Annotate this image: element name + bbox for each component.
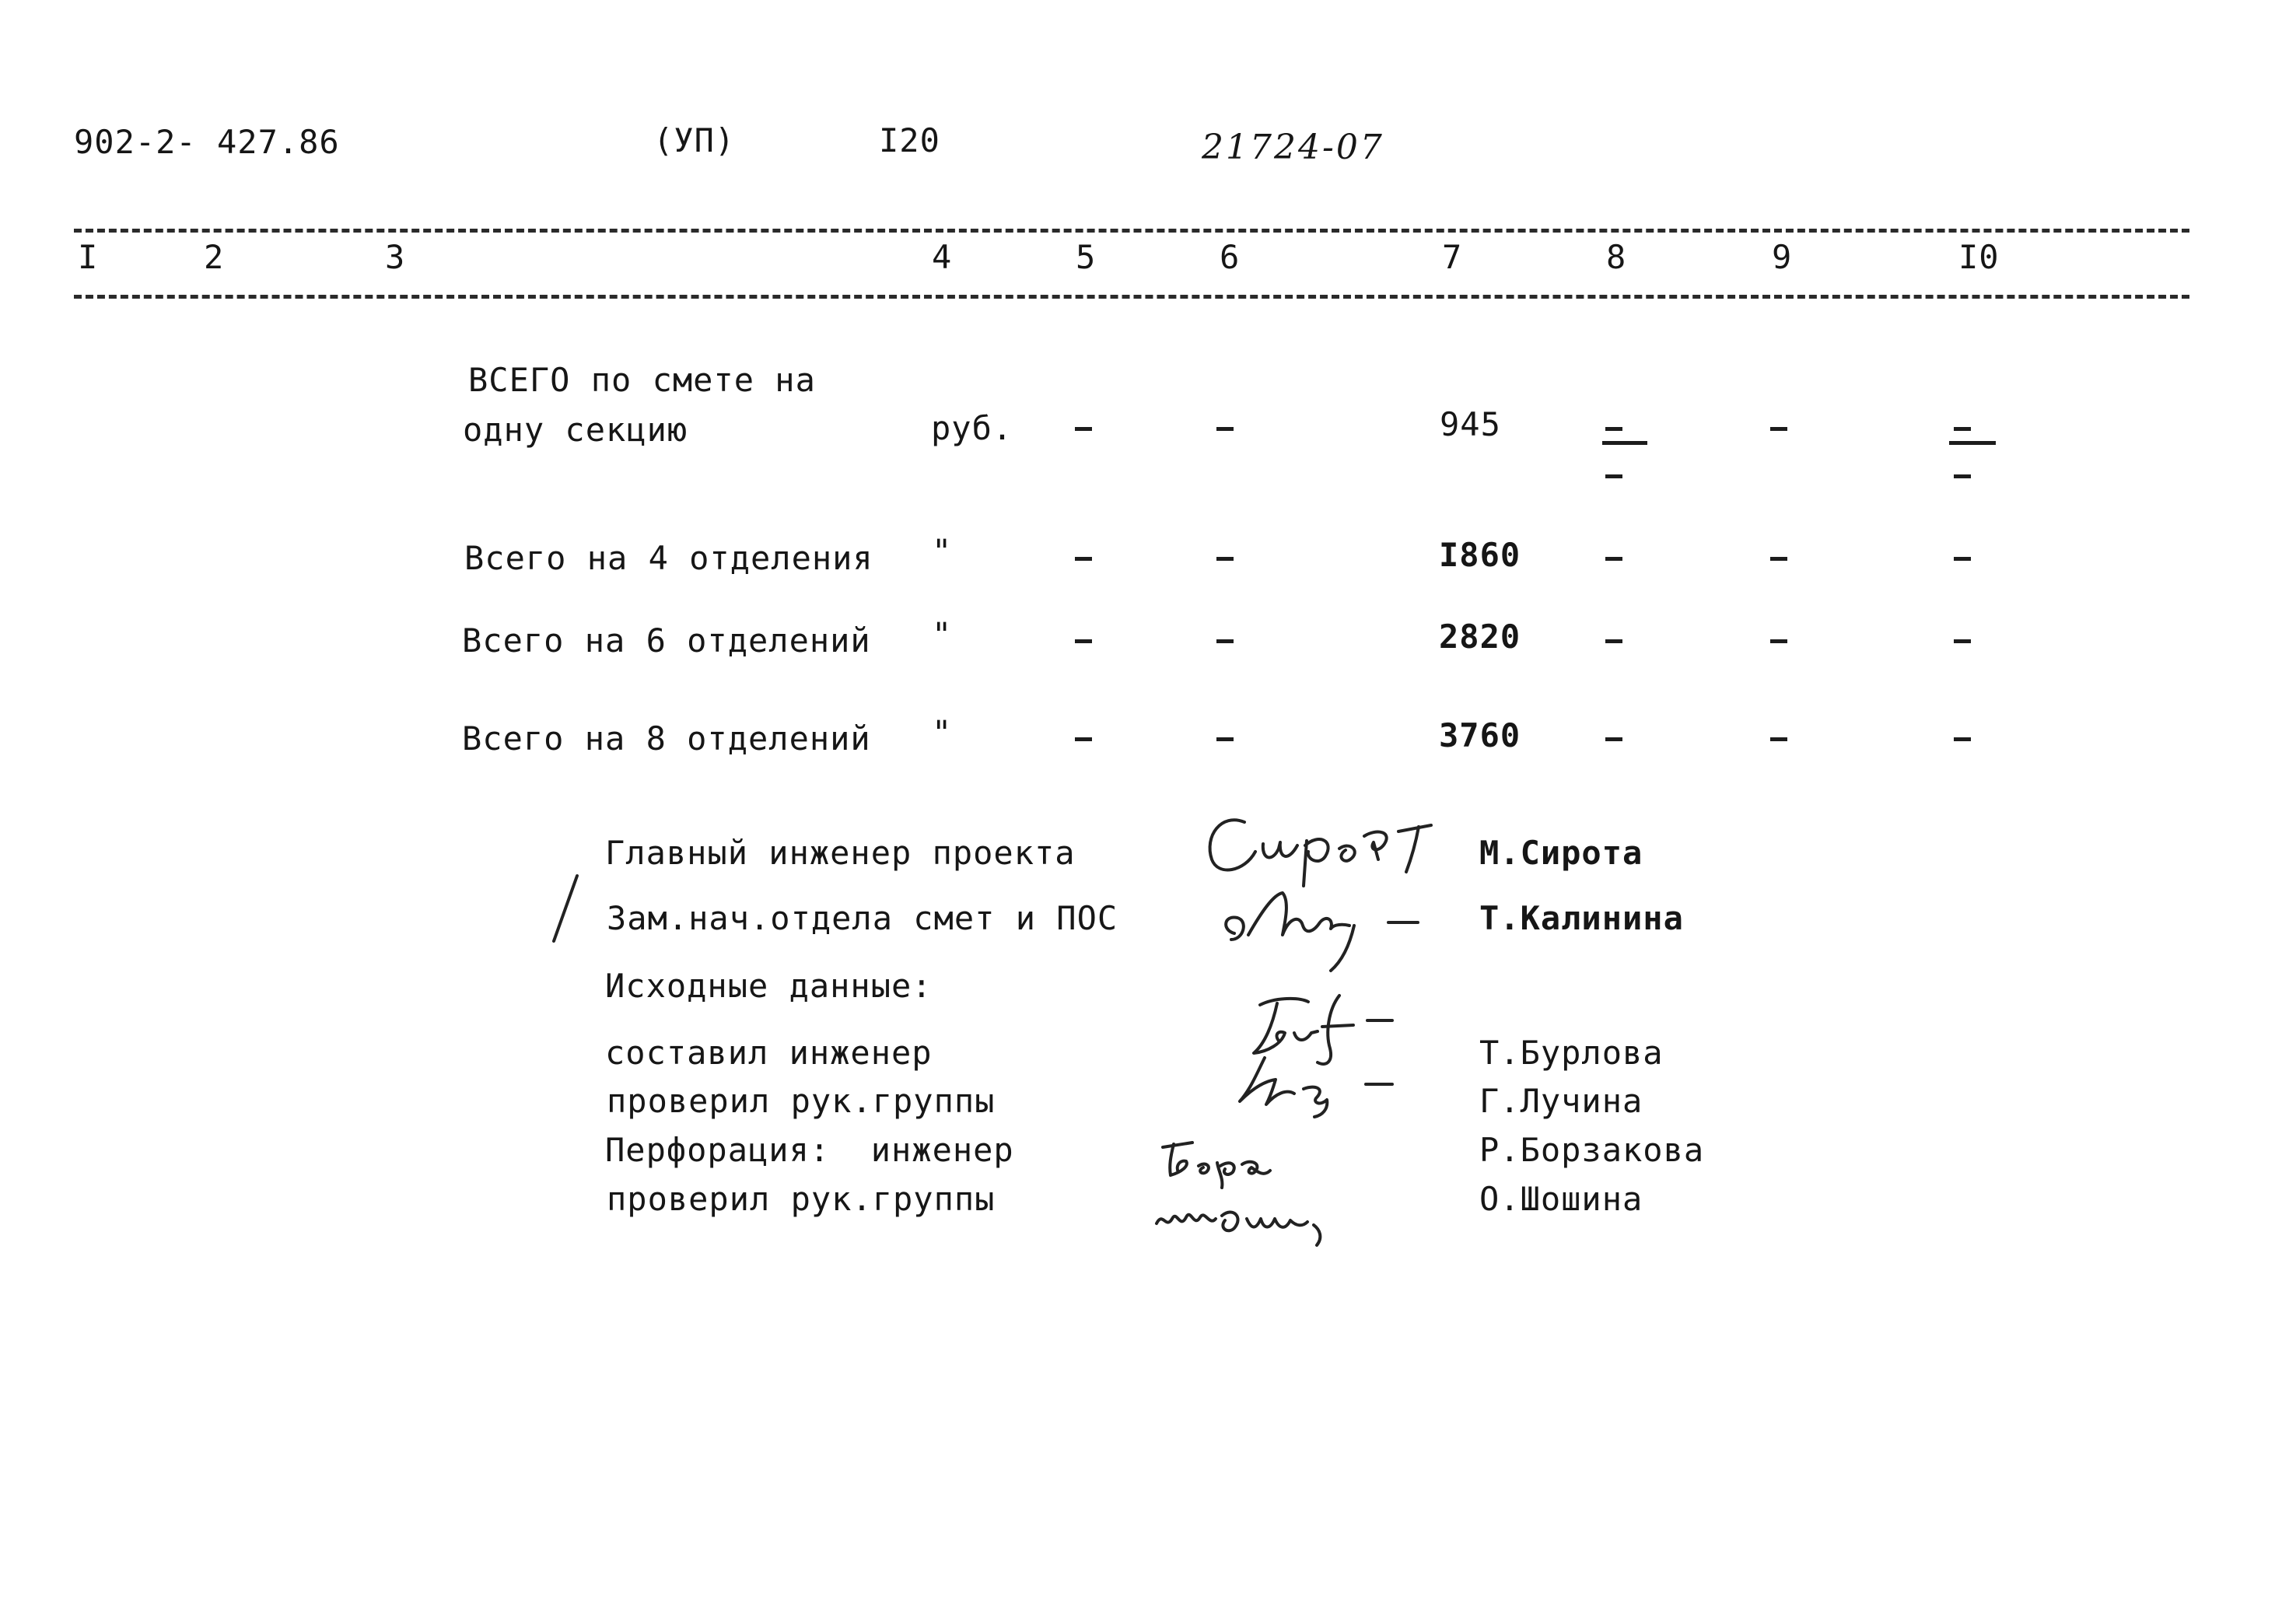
- row-label: Всего на 4 отделения: [464, 539, 873, 577]
- row-dash-col8-underlined: [1602, 441, 1647, 445]
- signature-name: Т.Бурлова: [1479, 1034, 1664, 1072]
- row-total: I860: [1439, 536, 1521, 574]
- row-dash-col10: [1954, 639, 1971, 643]
- signature-role: Перфорация: инженер: [605, 1131, 1014, 1169]
- signature-luchina: [1229, 1050, 1416, 1120]
- signature-sirota: [1198, 805, 1447, 891]
- column-number-3: 3: [385, 238, 406, 276]
- row-dash-col9: [1770, 557, 1787, 561]
- signature-role: проверил рук.группы: [607, 1180, 996, 1218]
- row-dash-col9: [1770, 737, 1787, 741]
- row-dash-col10: [1954, 557, 1971, 561]
- row-label: Всего на 8 отделений: [462, 719, 871, 758]
- signature-name: Р.Борзакова: [1479, 1131, 1705, 1169]
- row-total: 3760: [1439, 716, 1521, 754]
- section-label: (УП): [653, 121, 736, 159]
- row-dash-col8: [1605, 737, 1622, 741]
- row-dash-col5: [1075, 427, 1092, 431]
- header-bottom-rule: [74, 295, 2189, 299]
- row-dash-col5: [1075, 639, 1092, 643]
- row-dash-col9: [1770, 639, 1787, 643]
- signature-name: Т.Калинина: [1479, 899, 1684, 937]
- signature-role: составил инженер: [605, 1034, 933, 1072]
- row-dash-col8-underlined: [1605, 474, 1622, 478]
- row-dash-col6: [1216, 737, 1234, 741]
- row-dash-col6: [1216, 557, 1234, 561]
- row-dash-col6: [1216, 427, 1234, 431]
- column-number-7: 7: [1442, 238, 1463, 276]
- signature-name: М.Сирота: [1479, 834, 1643, 872]
- row-unit: ": [932, 713, 953, 751]
- row-dash-col10-underlined: [1949, 441, 1996, 445]
- page-number: I20: [879, 121, 940, 159]
- project-code: 902-2- 427.86: [74, 123, 340, 161]
- row-dash-col5: [1075, 737, 1092, 741]
- column-number-2: 2: [204, 238, 225, 276]
- header-top-rule: [74, 229, 2189, 233]
- row-unit: руб.: [931, 409, 1013, 447]
- signature-role: проверил рук.группы: [607, 1082, 996, 1120]
- row-unit: ": [932, 615, 953, 653]
- column-number-8: 8: [1606, 238, 1627, 276]
- row-total: 2820: [1439, 618, 1521, 656]
- row-unit: ": [932, 532, 953, 570]
- row-label: ВСЕГО по смете на: [468, 361, 816, 399]
- row-dash-col8-underlined: [1605, 427, 1622, 431]
- column-number-1: I: [78, 238, 99, 276]
- column-number-9: 9: [1772, 238, 1793, 276]
- row-dash-col6: [1216, 639, 1234, 643]
- registration-number: 21724-07: [1202, 128, 1384, 167]
- row-dash-col5: [1075, 557, 1092, 561]
- column-number-10: I0: [1958, 238, 2000, 276]
- row-dash-col10: [1954, 737, 1971, 741]
- signature-role: Главный инженер проекта: [605, 834, 1076, 872]
- column-number-5: 5: [1076, 238, 1097, 276]
- signature-role: Исходные данные:: [605, 967, 933, 1005]
- row-total: 945: [1440, 405, 1501, 443]
- signature-name: Г.Лучина: [1479, 1082, 1643, 1120]
- row-dash-col10-underlined: [1954, 474, 1971, 478]
- row-label: одну секцию: [463, 411, 688, 449]
- row-dash-col9: [1770, 427, 1787, 431]
- signature-name: О.Шошина: [1479, 1180, 1643, 1218]
- column-number-6: 6: [1220, 238, 1241, 276]
- row-label: Всего на 6 отделений: [462, 621, 871, 660]
- row-dash-col8: [1605, 557, 1622, 561]
- column-number-4: 4: [932, 238, 953, 276]
- signature-shoshina: [1147, 1186, 1342, 1248]
- margin-slash-mark: [544, 871, 591, 949]
- signature-role: Зам.нач.отдела смет и ПОС: [607, 899, 1118, 937]
- row-dash-col10-underlined: [1954, 427, 1971, 431]
- signature-borzakova: [1155, 1132, 1287, 1194]
- signature-kalinina: [1217, 879, 1451, 980]
- row-dash-col8: [1605, 639, 1622, 643]
